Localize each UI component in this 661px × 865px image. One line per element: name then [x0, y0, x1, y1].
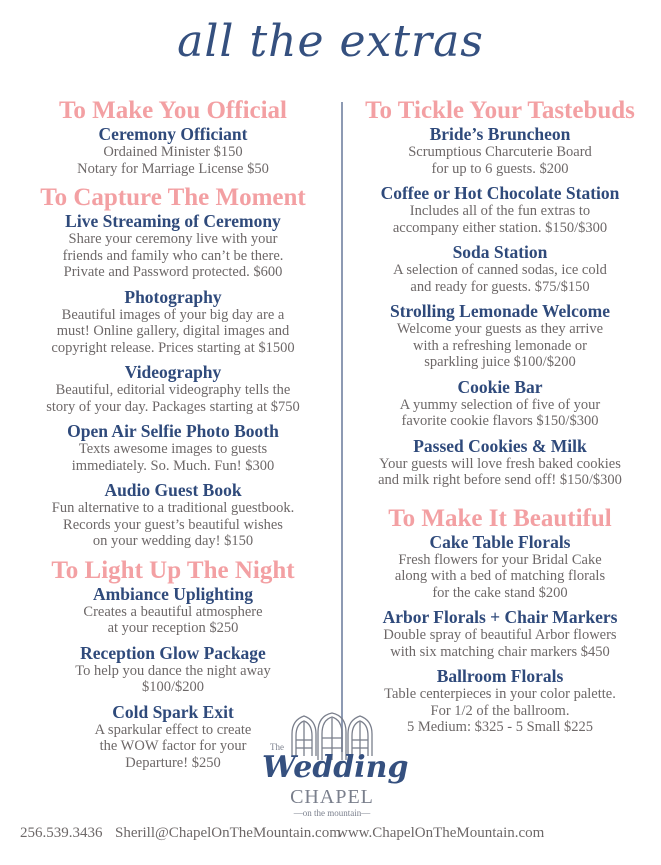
item-title: Audio Guest Book [104, 480, 242, 500]
item-title: Cake Table Florals [429, 531, 571, 552]
section-capture [8, 184, 338, 550]
section-beautiful [345, 505, 655, 736]
list-item [8, 288, 338, 357]
section-heading: To Tickle Your Tastebuds [365, 97, 635, 124]
item-title: Reception Glow Package [80, 642, 266, 663]
item-title: Ambiance Uplighting [93, 583, 253, 604]
item-desc: Creates a beautiful atmosphere at your reception $250 [83, 603, 263, 636]
list-item [345, 125, 655, 177]
right-column [345, 97, 655, 743]
item-title: Live Streaming of Ceremony [65, 211, 281, 231]
section-tastebuds [345, 97, 655, 489]
item-desc: Fresh flowers for your Bridal Cake along with a bed of matching florals for the cake stand $200 [394, 551, 606, 601]
list-item [8, 644, 338, 696]
item-desc: Beautiful, editorial videography tells the story of your day. Packages starting at $750 [46, 382, 300, 415]
item-title: Arbor Florals + Chair Markers [382, 607, 618, 627]
item-desc: A selection of canned sodas, ice cold and ready for guests. $75/$150 [393, 262, 607, 295]
list-item [345, 608, 655, 660]
list-item [8, 212, 338, 281]
logo-caps-text: CHAPEL [290, 786, 374, 808]
logo-tagline-text: on the mountain [302, 808, 362, 818]
item-desc: Texts awesome images to guests immediately. So. Much. Fun! $300 [71, 441, 275, 474]
item-title: Bride’s Bruncheon [429, 124, 571, 144]
list-item [345, 243, 655, 295]
list-item [345, 302, 655, 371]
item-desc: Includes all of the fun extras to accompany either station. $150/$300 [392, 203, 608, 236]
left-column [8, 97, 338, 778]
item-desc: A yummy selection of five of your favorite cookie flavors $150/$300 [399, 396, 601, 429]
list-item [345, 437, 655, 489]
item-desc: Your guests will love fresh baked cookies and milk right before send off! $150/$300 [378, 455, 622, 488]
item-title: Passed Cookies & Milk [413, 435, 587, 456]
item-desc: Beautiful images of your big day are a must! Online gallery, digital images and copyright release. Prices starting at $1500 [51, 306, 295, 356]
list-item [345, 533, 655, 602]
item-title: Cold Spark Exit [112, 701, 234, 722]
item-title: Photography [124, 286, 222, 307]
section-official [8, 97, 338, 177]
item-desc: Scrumptious Charcuterie Board for up to 6 guests. $200 [408, 144, 592, 177]
item-desc: Double spray of beautiful Arbor flowers with six matching chair markers $450 [383, 627, 617, 660]
item-desc: Share your ceremony live with your friends and family who can’t be there. Private and Password protected. $600 [62, 231, 284, 280]
footer-email[interactable]: Sherill@ChapelOnTheMountain.com [115, 825, 341, 841]
item-title: Ceremony Officiant [98, 124, 248, 144]
item-title: Coffee or Hot Chocolate Station [380, 183, 620, 203]
item-title: Soda Station [452, 242, 548, 262]
list-item [345, 184, 655, 236]
wedding-chapel-logo [262, 712, 409, 822]
list-item [8, 422, 338, 474]
logo-tagline: —on the mountain— [293, 808, 371, 818]
logo-small-text: The [270, 742, 284, 752]
item-desc: Fun alternative to a traditional guestbook. Records your guest’s beautiful wishes on your wedding day! $150 [51, 500, 295, 549]
list-item [8, 481, 338, 550]
page-title: all the extras [177, 16, 484, 67]
item-desc: Ordained Minister $150 Notary for Marriage License $50 [77, 144, 269, 177]
item-desc: To help you dance the night away $100/$200 [75, 662, 271, 695]
section-heading: To Light Up The Night [51, 556, 295, 584]
column-divider [341, 102, 343, 752]
list-item [8, 363, 338, 415]
section-heading: To Make You Official [58, 97, 287, 124]
list-item [8, 125, 338, 177]
footer-phone: 256.539.3436 [20, 825, 103, 841]
section-heading: To Capture The Moment [40, 184, 306, 211]
item-title: Videography [124, 362, 222, 382]
item-title: Open Air Selfie Photo Booth [67, 421, 279, 441]
item-title: Cookie Bar [457, 376, 543, 397]
item-title: Strolling Lemonade Welcome [389, 301, 611, 321]
item-desc: A sparkular effect to create the WOW factor for your Departure! $250 [94, 721, 252, 771]
list-item [345, 378, 655, 430]
list-item [8, 585, 338, 637]
section-heading: To Make It Beautiful [388, 504, 612, 532]
item-desc: Table centerpieces in your color palette. For 1/2 of the ballroom. 5 Medium: $325 - 5 Small $225 [384, 686, 616, 735]
item-title: Ballroom Florals [436, 666, 564, 686]
logo-script-text: Wedding [262, 750, 409, 785]
footer-website[interactable]: www.ChapelOnTheMountain.com [337, 825, 545, 841]
item-desc: Welcome your guests as they arrive with a refreshing lemonade or sparkling juice $100/$200 [396, 321, 604, 370]
